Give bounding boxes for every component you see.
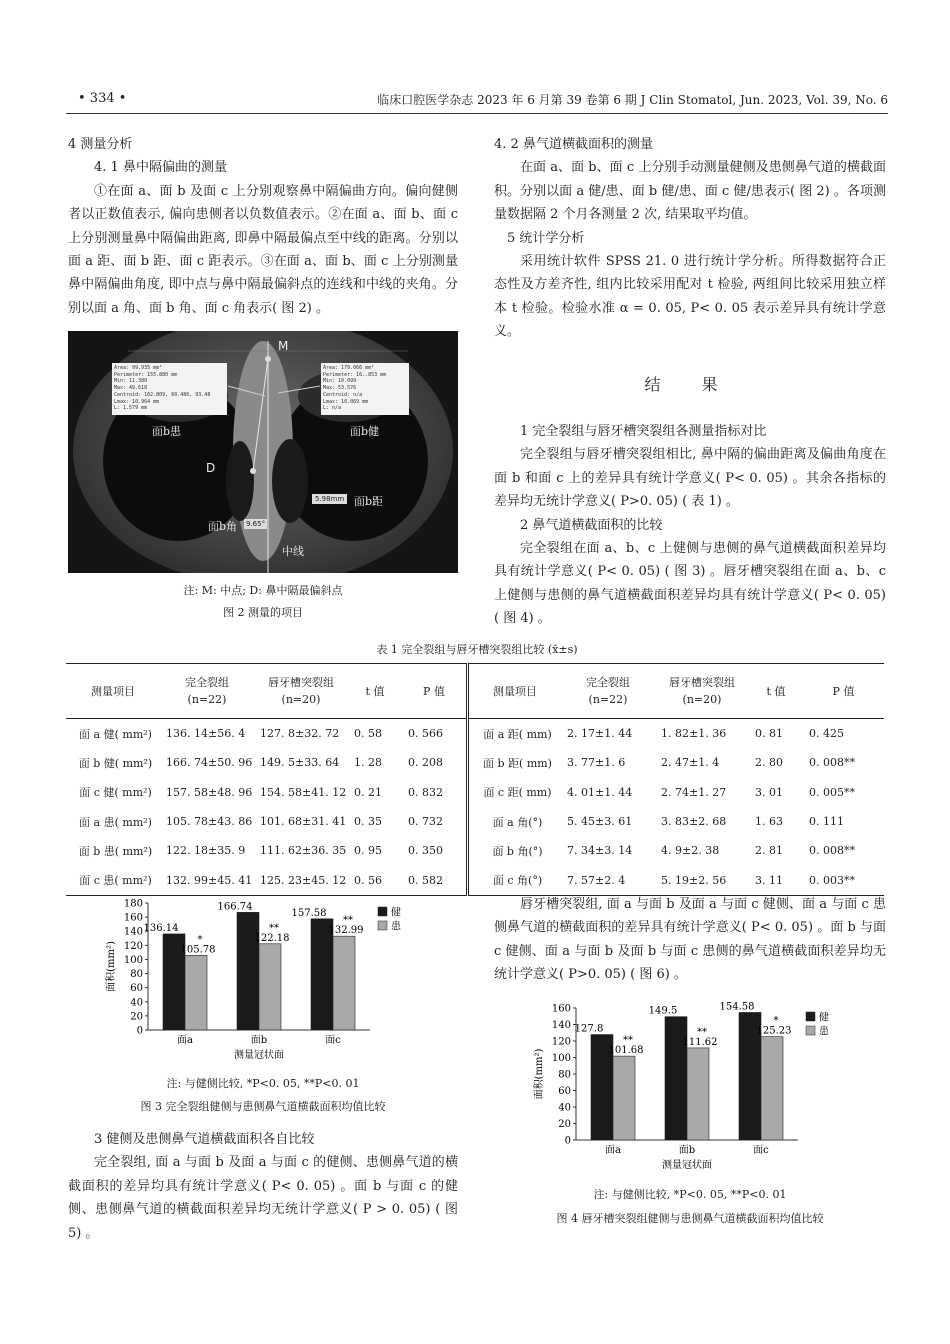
page-number: • 334 •	[78, 91, 127, 106]
table-cell: 0. 58	[354, 727, 382, 741]
table-row	[66, 719, 884, 749]
legend-swatch	[806, 1026, 815, 1035]
table-cell: 0. 732	[408, 815, 443, 829]
bar-健	[237, 912, 259, 1030]
table-cell: 0. 350	[408, 844, 443, 858]
table-cell: 0. 008**	[809, 756, 855, 770]
y-tick-label: 0	[136, 1025, 143, 1037]
table-cell: 0. 208	[408, 756, 443, 770]
table-row-label: 面 c 健( mm²)	[79, 786, 152, 800]
data-label: 132.99	[328, 925, 364, 937]
col-header-p: P 值	[402, 664, 468, 719]
measure-line: Perimeter: 155.880 mm	[114, 371, 178, 378]
legend-swatch	[378, 907, 387, 916]
bar-健	[665, 1017, 687, 1140]
left-column-top	[68, 133, 458, 320]
col-header-complete	[160, 664, 254, 719]
table-cell: 101. 68±31. 41	[260, 815, 347, 829]
table-cell: 0. 566	[408, 727, 443, 741]
table-cell: 0. 008**	[809, 844, 855, 858]
y-tick-label: 40	[558, 1102, 571, 1114]
y-tick-label: 140	[551, 1020, 571, 1031]
result-heading-1: 1 完全裂组与唇牙槽突裂组各测量指标对比	[520, 424, 767, 439]
data-label: 157.58	[291, 907, 327, 919]
measure-line: Centroid: 102.809, 60.480, 93.48	[114, 391, 211, 398]
measure-line: Area: 99.935 mm²	[114, 365, 163, 371]
figure3-chart	[100, 893, 440, 1068]
y-tick-label: 160	[551, 1003, 571, 1015]
data-label: 125.23	[756, 1025, 792, 1037]
data-label: 127.8	[574, 1023, 604, 1035]
y-tick-label: 120	[551, 1036, 571, 1048]
significance-mark: **	[343, 915, 353, 927]
data-label: 105.78	[180, 944, 216, 956]
table-cell: 0. 111	[809, 815, 844, 829]
label-deviation-point: D	[206, 461, 216, 475]
data-label: 111.62	[682, 1036, 718, 1048]
table-row-label: 面 c 距( mm)	[468, 778, 562, 807]
measure-line: Lmax: 10.964 mm	[114, 398, 160, 405]
table-cell: 7. 57±2. 4	[567, 873, 626, 887]
result-paragraph-1: 完全裂组与唇牙槽突裂组相比, 鼻中隔的偏曲距离及偏曲角度在面 b 和面 c 上的差异具有统计学意义( P< 0. 05) 。其余各指标的差异均无统计学意义( P>0. 05) ( 表 1) 。	[494, 447, 886, 510]
legend-label: 患	[391, 921, 401, 933]
measure-line: Min: 11.380	[114, 378, 148, 385]
table-cell: 0. 425	[809, 727, 844, 741]
table-cell: 122. 18±35. 9	[166, 844, 246, 858]
measure-line: Max: 53.576	[323, 385, 357, 392]
significance-mark: *	[197, 934, 203, 946]
y-tick-label: 60	[558, 1086, 571, 1097]
x-tick-label: 面c	[753, 1145, 769, 1156]
table-cell: 2. 81	[755, 844, 783, 858]
measure-line: L: 1.579 mm	[114, 405, 148, 412]
col-header-text: 完全裂组	[586, 676, 630, 689]
section-heading-4: 4 测量分析	[68, 137, 133, 152]
table-cell: 2. 74±1. 27	[661, 785, 727, 799]
bar-患	[185, 955, 207, 1030]
col-header-t: t 值	[749, 664, 803, 719]
table-row-label: 面 b 距( mm)	[468, 748, 562, 777]
bar-患	[687, 1048, 709, 1140]
right-column-results	[494, 420, 886, 631]
figure3-caption: 图 3 完全裂组健侧与患侧鼻气道横截面积均值比较	[140, 1100, 386, 1113]
table-row-label: 面 c 患( mm²)	[79, 874, 152, 888]
table-row-label: 面 a 患( mm²)	[79, 815, 152, 829]
label-midline: 中线	[282, 545, 304, 558]
y-tick-label: 120	[123, 940, 143, 952]
legend-label: 患	[819, 1026, 829, 1038]
figure3-note: 注: 与健侧比较, *P<0. 05, **P<0. 01	[166, 1077, 360, 1090]
right-column-top	[494, 133, 886, 344]
table1-body	[66, 719, 884, 896]
table-cell: 3. 11	[755, 873, 783, 887]
x-tick-label: 面a	[177, 1035, 193, 1046]
table1	[66, 663, 884, 896]
significance-mark: **	[623, 1035, 633, 1047]
y-tick-label: 80	[558, 1069, 571, 1081]
col-header-n: (n=20)	[281, 693, 321, 706]
x-tick-label: 面a	[605, 1145, 621, 1156]
data-label: 101.68	[608, 1045, 644, 1057]
label-b-distance: 面b距	[354, 495, 384, 508]
table-cell: 111. 62±36. 35	[260, 844, 347, 858]
table-cell: 4. 9±2. 38	[661, 844, 720, 858]
col-header-alveolar	[655, 664, 749, 719]
y-axis-title: 面积(mm²)	[534, 1048, 545, 1100]
table-cell: 2. 80	[755, 756, 783, 770]
results-title: 结 果	[644, 375, 736, 394]
table-row	[66, 865, 884, 895]
label-b-distance-value: 5.98mm	[312, 494, 347, 504]
table1-title: 表 1 完全裂组与唇牙槽突裂组比较 (x̄±s)	[376, 643, 578, 656]
y-tick-label: 80	[130, 969, 143, 981]
significance-mark: *	[773, 1015, 779, 1027]
col-header-text: 唇牙槽突裂组	[268, 676, 334, 689]
col-header-n: (n=22)	[588, 693, 628, 706]
table-cell: 127. 8±32. 72	[260, 727, 340, 741]
table-header-row	[66, 664, 884, 719]
y-tick-label: 100	[123, 954, 143, 966]
table-row-label: 面 b 角(°)	[468, 836, 562, 865]
measure-line: Lmax: 10.069 mm	[323, 398, 369, 405]
table-cell: 136. 14±56. 4	[166, 727, 246, 741]
col-header-alveolar	[254, 664, 348, 719]
table-cell: 157. 58±48. 96	[166, 785, 253, 799]
table-row-label: 面 b 健( mm²)	[78, 756, 153, 770]
table-cell: 132. 99±45. 41	[166, 873, 253, 887]
label-b-angle-value: 9.65°	[246, 520, 266, 528]
figure4-chart	[528, 998, 868, 1178]
bar-患	[259, 944, 281, 1030]
label-b-angle: 面b角	[208, 520, 238, 533]
measure-line: Max: 49.618	[114, 385, 148, 392]
label-b-healthy: 面b健	[350, 425, 380, 438]
table-cell: 149. 5±33. 64	[260, 756, 340, 770]
paragraph-4-1: ①在面 a、面 b 及面 c 上分别观察鼻中隔偏曲方向。偏向健侧者以正数值表示, 偏向患侧者以负数值表示。②在面 a、面 b、面 c 上分别测量鼻中隔偏曲距离, 即鼻中隔最偏点至中线的距离。分别以面 a 距、面 b 距、面 c 距表示。③在面 a、面 b、面 c 上分别测量鼻中隔偏曲角度, 即中点与鼻中隔最偏斜点的连线和中线的夹角。分别以面 a 角、面 b 角、面 c 角表示( 图 2) 。	[68, 183, 458, 316]
table-cell: 0. 003**	[809, 873, 855, 887]
table-cell: 5. 45±3. 61	[567, 815, 633, 829]
journal-header: 临床口腔医学杂志 2023 年 6 月第 39 卷第 6 期 J Clin Stomatol, Jun. 2023, Vol. 39, No. 6	[377, 93, 888, 107]
data-label: 122.18	[254, 932, 290, 944]
table-row	[66, 778, 884, 807]
bar-患	[761, 1037, 783, 1140]
y-tick-label: 180	[123, 898, 143, 910]
table-cell: 1. 28	[354, 756, 382, 770]
y-tick-label: 60	[130, 983, 143, 995]
table-cell: 0. 81	[755, 727, 783, 741]
y-tick-label: 40	[130, 997, 143, 1009]
table-cell: 1. 82±1. 36	[661, 727, 727, 741]
table-cell: 125. 23±45. 12	[260, 873, 347, 887]
paragraph-5: 采用统计软件 SPSS 21. 0 进行统计学分析。所得数据符合正态性及方差齐性, 组内比较采用配对 t 检验, 两组间比较采用独立样本 t 检验。检验水准 α = 0. 05, P< 0. 05 表示差异具有统计学意义。	[494, 254, 886, 340]
measure-box-right	[323, 365, 386, 412]
right-column-bottom	[494, 893, 886, 987]
section-heading-5: 5 统计学分析	[507, 230, 585, 246]
y-tick-label: 20	[558, 1119, 571, 1130]
table-cell: 2. 47±1. 4	[661, 756, 720, 770]
table-cell: 0. 95	[354, 844, 382, 858]
table-row-label: 面 a 距( mm)	[468, 719, 562, 749]
col-header-item: 测量项目	[66, 664, 160, 719]
table-row	[66, 836, 884, 865]
data-label: 136.14	[143, 922, 179, 934]
result-paragraph-2: 完全裂组在面 a、b、c 上健侧与患侧的鼻气道横截面积差异均具有统计学意义( P< 0. 05) ( 图 3) 。唇牙槽突裂组在面 a、b、c 上健侧与患侧的鼻气道横截面积差异均具有统计学意义( P< 0. 05) ( 图 4) 。	[494, 541, 886, 627]
x-tick-label: 面b	[678, 1145, 696, 1156]
table-row-label: 面 a 角(°)	[468, 807, 562, 836]
measure-line: Perimeter: 16..853 mm	[323, 371, 387, 378]
table-row	[66, 748, 884, 777]
table-cell: 0. 832	[408, 785, 443, 799]
table-cell: 4. 01±1. 44	[567, 785, 633, 799]
measure-box-left	[114, 365, 210, 412]
table-cell: 0. 21	[354, 785, 382, 799]
table-cell: 3. 01	[755, 785, 783, 799]
table-cell: 166. 74±50. 96	[166, 756, 253, 770]
data-label: 154.58	[719, 1001, 755, 1013]
table-cell: 154. 58±41. 12	[260, 785, 347, 799]
y-tick-label: 140	[123, 926, 143, 938]
col-header-t: t 值	[348, 664, 402, 719]
table-row-label: 面 c 角(°)	[468, 865, 562, 895]
x-axis-title: 测量冠状面	[662, 1160, 712, 1171]
col-header-complete	[561, 664, 655, 719]
left-column-bottom	[68, 1128, 458, 1245]
paragraph-3: 完全裂组, 面 a 与面 b 及面 a 与面 c 的健侧、患侧鼻气道的横截面积的差异均具有统计学意义( P< 0. 05) 。面 b 与面 c 的健侧、患侧鼻气道的横截面积差异均无统计学意义( P > 0. 05) ( 图 5) 。	[68, 1155, 458, 1241]
table-cell: 3. 83±2. 68	[661, 815, 727, 829]
col-header-n: (n=22)	[187, 693, 227, 706]
y-tick-label: 0	[564, 1135, 571, 1147]
figure4-caption: 图 4 唇牙槽突裂组健侧与患侧鼻气道横截面积均值比较	[556, 1212, 824, 1225]
measure-line: Area: 179.066 mm²	[323, 365, 375, 371]
label-midpoint: M	[278, 339, 289, 353]
table-cell: 5. 19±2. 56	[661, 873, 727, 887]
y-axis-title: 面积(mm²)	[106, 941, 117, 992]
col-header-item: 测量项目	[468, 664, 562, 719]
col-header-text: 唇牙槽突裂组	[669, 676, 735, 689]
table-cell: 1. 63	[755, 815, 783, 829]
table-cell: 0. 35	[354, 815, 382, 829]
measure-line: Min: 10.099	[323, 378, 357, 385]
significance-mark: **	[697, 1026, 707, 1038]
bar-患	[333, 936, 355, 1030]
significance-mark: **	[269, 922, 279, 934]
col-header-p: P 值	[803, 664, 884, 719]
col-header-n: (n=20)	[682, 693, 722, 706]
ct-scan-figure	[68, 331, 458, 573]
paragraph-4-2: 在面 a、面 b、面 c 上分别手动测量健侧及患侧鼻气道的横截面积。分别以面 a 健/患、面 b 健/患、面 c 健/患表示( 图 2) 。各项测量数据隔 2 个月各测量 2 次, 结果取平均值。	[494, 160, 886, 223]
table-row-label: 面 b 患( mm²)	[78, 844, 153, 858]
table-cell: 0. 582	[408, 873, 443, 887]
figure4-note: 注: 与健侧比较, *P<0. 05, **P<0. 01	[593, 1188, 787, 1201]
table-row	[66, 807, 884, 836]
x-tick-label: 面b	[250, 1035, 268, 1046]
data-label: 166.74	[217, 901, 253, 913]
legend-swatch	[806, 1012, 815, 1021]
table-cell: 7. 34±3. 14	[567, 844, 633, 858]
y-tick-label: 20	[130, 1011, 143, 1023]
table-cell: 0. 005**	[809, 785, 855, 799]
x-tick-label: 面c	[325, 1035, 341, 1046]
legend-label: 健	[819, 1012, 829, 1024]
table-cell: 2. 17±1. 44	[567, 727, 633, 741]
legend-label: 健	[391, 907, 401, 919]
table-cell: 3. 77±1. 6	[567, 756, 626, 770]
col-header-text: 完全裂组	[185, 676, 229, 689]
data-label: 149.5	[648, 1005, 678, 1017]
y-tick-label: 160	[123, 912, 143, 924]
y-tick-label: 100	[551, 1053, 571, 1064]
label-b-patient: 面b患	[152, 425, 182, 438]
figure2-note: 注: M: 中点; D: 鼻中隔最偏斜点	[183, 584, 343, 597]
paragraph-6: 唇牙槽突裂组, 面 a 与面 b 及面 a 与面 c 健侧、面 a 与面 c 患侧鼻气道的横截面积的差异具有统计学意义( P< 0. 05) 。面 b 与面 c 健侧、面 a 与面 b 及面 b 与面 c 患侧的鼻气道横截面积差异均无统计学意义( P>0. 05) ( 图 6) 。	[494, 897, 886, 983]
section-heading-3: 3 健侧及患侧鼻气道横截面积各自比较	[94, 1132, 315, 1147]
section-heading-4-1: 4. 1 鼻中隔偏曲的测量	[94, 160, 227, 176]
measure-line: Centroid: n/a	[323, 391, 363, 398]
table-cell: 105. 78±43. 86	[166, 815, 253, 829]
measure-line: L: n/a	[323, 405, 342, 412]
table-row-label: 面 a 健( mm²)	[79, 727, 152, 741]
figure2-caption: 图 2 测量的项目	[223, 606, 303, 619]
table-cell: 0. 56	[354, 873, 382, 887]
x-axis-title: 测量冠状面	[234, 1050, 284, 1061]
section-heading-4-2: 4. 2 鼻气道横截面积的测量	[494, 137, 653, 152]
bar-患	[613, 1056, 635, 1140]
result-heading-2: 2 鼻气道横截面积的比较	[520, 517, 663, 533]
header-rule	[66, 113, 888, 114]
legend-swatch	[378, 921, 387, 930]
